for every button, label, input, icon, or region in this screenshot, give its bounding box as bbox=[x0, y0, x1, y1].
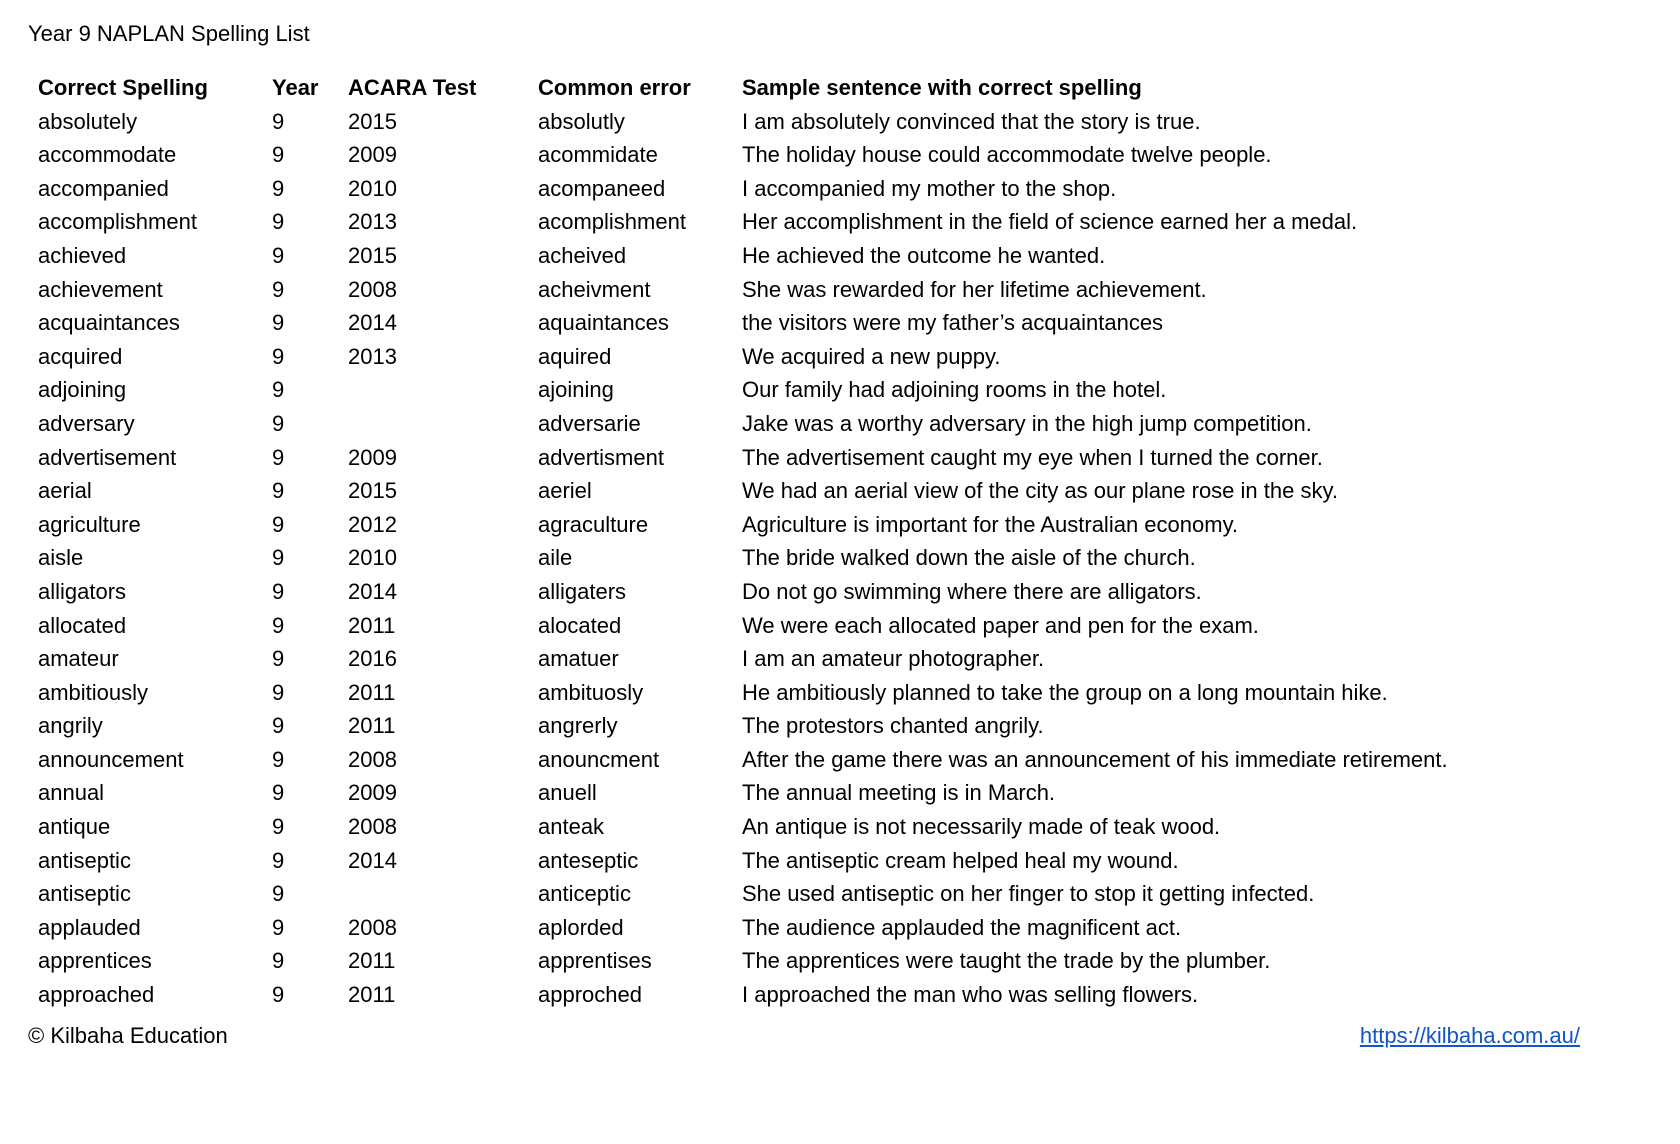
cell-correct-spelling: acquired bbox=[38, 343, 123, 369]
table-row bbox=[38, 273, 1670, 307]
cell-common-error: anteak bbox=[538, 814, 605, 840]
cell-sentence: We had an aerial view of the city as our plane rose in the sky. bbox=[742, 478, 1338, 504]
cell-acara-test: 2015 bbox=[348, 108, 397, 134]
table-row bbox=[38, 642, 1670, 676]
cell-acara-test: 2011 bbox=[348, 713, 396, 739]
cell-common-error: absolutly bbox=[538, 108, 625, 134]
cell-year: 9 bbox=[272, 108, 285, 134]
cell-common-error: angrerly bbox=[538, 713, 618, 739]
table-row bbox=[38, 844, 1670, 878]
cell-year: 9 bbox=[272, 814, 285, 840]
cell-acara-test: 2009 bbox=[348, 444, 397, 470]
table-row bbox=[38, 709, 1670, 743]
cell-year: 9 bbox=[272, 242, 285, 268]
cell-sentence: The holiday house could accommodate twelve people. bbox=[742, 142, 1272, 168]
table-row bbox=[38, 810, 1670, 844]
cell-common-error: aquaintances bbox=[538, 310, 669, 336]
cell-acara-test bbox=[348, 877, 538, 911]
table-row bbox=[38, 441, 1670, 475]
cell-acara-test: 2014 bbox=[348, 310, 397, 336]
table-row bbox=[38, 138, 1670, 172]
cell-year: 9 bbox=[272, 713, 285, 739]
cell-sentence: the visitors were my father’s acquaintances bbox=[742, 310, 1164, 336]
cell-correct-spelling: adversary bbox=[38, 410, 135, 436]
cell-acara-test: 2009 bbox=[348, 142, 397, 168]
header-acara-test: ACARA Test bbox=[348, 75, 477, 100]
cell-acara-test: 2015 bbox=[348, 242, 397, 268]
cell-sentence: The audience applauded the magnificent act. bbox=[742, 914, 1182, 940]
cell-acara-test: 2008 bbox=[348, 276, 397, 302]
cell-sentence: An antique is not necessarily made of teak wood. bbox=[742, 814, 1221, 840]
cell-sentence: The advertisement caught my eye when I turned the corner. bbox=[742, 444, 1323, 470]
cell-common-error: anouncment bbox=[538, 746, 660, 772]
cell-acara-test: 2011 bbox=[348, 982, 396, 1008]
cell-common-error: anuell bbox=[538, 780, 597, 806]
cell-sentence: We acquired a new puppy. bbox=[742, 343, 1001, 369]
cell-year: 9 bbox=[272, 511, 285, 537]
table-row bbox=[38, 609, 1670, 643]
cell-correct-spelling: announcement bbox=[38, 746, 184, 772]
cell-correct-spelling: adjoining bbox=[38, 377, 127, 403]
cell-acara-test: 2011 bbox=[348, 679, 396, 705]
cell-year: 9 bbox=[272, 982, 285, 1008]
table-row bbox=[38, 541, 1670, 575]
cell-correct-spelling: antiseptic bbox=[38, 881, 131, 907]
spelling-table bbox=[38, 71, 1670, 1012]
table-row bbox=[38, 172, 1670, 206]
cell-common-error: alocated bbox=[538, 612, 622, 638]
cell-common-error: acheived bbox=[538, 242, 627, 268]
cell-correct-spelling: achieved bbox=[38, 242, 127, 268]
cell-acara-test: 2014 bbox=[348, 578, 397, 604]
cell-common-error: agraculture bbox=[538, 511, 649, 537]
cell-common-error: ambituosly bbox=[538, 679, 644, 705]
cell-sentence: After the game there was an announcement of his immediate retirement. bbox=[742, 746, 1448, 772]
cell-common-error: anteseptic bbox=[538, 847, 639, 873]
cell-sentence: He achieved the outcome he wanted. bbox=[742, 242, 1106, 268]
cell-year: 9 bbox=[272, 847, 285, 873]
cell-correct-spelling: apprentices bbox=[38, 948, 152, 974]
cell-year: 9 bbox=[272, 343, 285, 369]
cell-year: 9 bbox=[272, 646, 285, 672]
cell-sentence: I approached the man who was selling flowers. bbox=[742, 982, 1199, 1008]
table-row bbox=[38, 373, 1670, 407]
table-row bbox=[38, 877, 1670, 911]
cell-sentence: The bride walked down the aisle of the church. bbox=[742, 545, 1196, 571]
cell-acara-test: 2010 bbox=[348, 175, 397, 201]
cell-correct-spelling: absolutely bbox=[38, 108, 138, 134]
cell-common-error: aquired bbox=[538, 343, 612, 369]
cell-sentence: I am an amateur photographer. bbox=[742, 646, 1045, 672]
cell-correct-spelling: antiseptic bbox=[38, 847, 131, 873]
cell-acara-test: 2010 bbox=[348, 545, 397, 571]
table-row bbox=[38, 978, 1670, 1012]
cell-sentence: The annual meeting is in March. bbox=[742, 780, 1056, 806]
table-row bbox=[38, 407, 1670, 441]
table-row bbox=[38, 340, 1670, 374]
header-year: Year bbox=[272, 75, 319, 100]
table-row bbox=[38, 743, 1670, 777]
cell-sentence: Agriculture is important for the Australian economy. bbox=[742, 511, 1239, 537]
cell-year: 9 bbox=[272, 746, 285, 772]
cell-common-error: anticeptic bbox=[538, 881, 631, 907]
cell-common-error: approched bbox=[538, 982, 642, 1008]
cell-year: 9 bbox=[272, 209, 285, 235]
cell-common-error: amatuer bbox=[538, 646, 619, 672]
table-row bbox=[38, 306, 1670, 340]
table-row bbox=[38, 776, 1670, 810]
table-row bbox=[38, 205, 1670, 239]
cell-common-error: aile bbox=[538, 545, 573, 571]
cell-correct-spelling: annual bbox=[38, 780, 105, 806]
cell-year: 9 bbox=[272, 444, 285, 470]
header-sample-sentence: Sample sentence with correct spelling bbox=[742, 75, 1142, 100]
cell-common-error: ajoining bbox=[538, 377, 614, 403]
cell-correct-spelling: approached bbox=[38, 982, 155, 1008]
cell-year: 9 bbox=[272, 478, 285, 504]
cell-sentence: The antiseptic cream helped heal my wound. bbox=[742, 847, 1179, 873]
cell-common-error: adversarie bbox=[538, 410, 641, 436]
cell-acara-test: 2013 bbox=[348, 209, 397, 235]
table-row bbox=[38, 474, 1670, 508]
cell-correct-spelling: accompanied bbox=[38, 175, 169, 201]
cell-year: 9 bbox=[272, 377, 285, 403]
cell-sentence: Her accomplishment in the field of science earned her a medal. bbox=[742, 209, 1358, 235]
cell-common-error: acheivment bbox=[538, 276, 651, 302]
cell-common-error: aeriel bbox=[538, 478, 592, 504]
cell-correct-spelling: antique bbox=[38, 814, 111, 840]
page-title: Year 9 NAPLAN Spelling List bbox=[28, 21, 310, 46]
table-row bbox=[38, 944, 1670, 978]
cell-common-error: acompaneed bbox=[538, 175, 666, 201]
spelling-table-body bbox=[38, 105, 1670, 1012]
cell-common-error: alligaters bbox=[538, 578, 627, 604]
cell-year: 9 bbox=[272, 881, 285, 907]
footer bbox=[28, 1019, 1580, 1053]
cell-correct-spelling: accomplishment bbox=[38, 209, 197, 235]
cell-correct-spelling: applauded bbox=[38, 914, 141, 940]
cell-year: 9 bbox=[272, 545, 285, 571]
cell-acara-test: 2016 bbox=[348, 646, 397, 672]
cell-correct-spelling: accommodate bbox=[38, 142, 177, 168]
cell-sentence: I am absolutely convinced that the story is true. bbox=[742, 108, 1201, 134]
cell-sentence: Our family had adjoining rooms in the hotel. bbox=[742, 377, 1167, 403]
cell-acara-test: 2008 bbox=[348, 746, 397, 772]
cell-year: 9 bbox=[272, 276, 285, 302]
cell-year: 9 bbox=[272, 679, 285, 705]
cell-correct-spelling: aisle bbox=[38, 545, 84, 571]
cell-sentence: We were each allocated paper and pen for the exam. bbox=[742, 612, 1259, 638]
cell-correct-spelling: agriculture bbox=[38, 511, 141, 537]
cell-year: 9 bbox=[272, 410, 285, 436]
cell-year: 9 bbox=[272, 175, 285, 201]
cell-acara-test: 2015 bbox=[348, 478, 397, 504]
cell-sentence: Jake was a worthy adversary in the high jump competition. bbox=[742, 410, 1312, 436]
cell-correct-spelling: alligators bbox=[38, 578, 127, 604]
cell-sentence: She was rewarded for her lifetime achievement. bbox=[742, 276, 1207, 302]
cell-common-error: aplorded bbox=[538, 914, 624, 940]
table-header-row bbox=[38, 71, 1670, 105]
cell-correct-spelling: aerial bbox=[38, 478, 92, 504]
cell-acara-test: 2014 bbox=[348, 847, 397, 873]
cell-correct-spelling: amateur bbox=[38, 646, 119, 672]
cell-acara-test: 2011 bbox=[348, 612, 396, 638]
cell-acara-test: 2008 bbox=[348, 914, 397, 940]
cell-acara-test: 2011 bbox=[348, 948, 396, 974]
cell-sentence: She used antiseptic on her finger to stop it getting infected. bbox=[742, 881, 1315, 907]
cell-year: 9 bbox=[272, 914, 285, 940]
cell-acara-test bbox=[348, 373, 538, 407]
header-common-error: Common error bbox=[538, 75, 691, 100]
table-row bbox=[38, 239, 1670, 273]
cell-correct-spelling: acquaintances bbox=[38, 310, 180, 336]
table-row bbox=[38, 105, 1670, 139]
cell-correct-spelling: allocated bbox=[38, 612, 127, 638]
header-correct-spelling: Correct Spelling bbox=[38, 75, 208, 100]
table-row bbox=[38, 676, 1670, 710]
cell-common-error: advertisment bbox=[538, 444, 664, 470]
cell-sentence: I accompanied my mother to the shop. bbox=[742, 175, 1117, 201]
cell-year: 9 bbox=[272, 142, 285, 168]
cell-sentence: The protestors chanted angrily. bbox=[742, 713, 1044, 739]
copyright-text: © Kilbaha Education bbox=[28, 1023, 228, 1048]
cell-correct-spelling: achievement bbox=[38, 276, 163, 302]
cell-year: 9 bbox=[272, 612, 285, 638]
kilbaha-link[interactable]: https://kilbaha.com.au/ bbox=[1359, 1023, 1580, 1048]
cell-common-error: acommidate bbox=[538, 142, 658, 168]
cell-acara-test: 2008 bbox=[348, 814, 397, 840]
table-row bbox=[38, 575, 1670, 609]
cell-acara-test: 2012 bbox=[348, 511, 397, 537]
cell-correct-spelling: angrily bbox=[38, 713, 103, 739]
cell-common-error: acomplishment bbox=[538, 209, 686, 235]
cell-year: 9 bbox=[272, 578, 285, 604]
cell-correct-spelling: advertisement bbox=[38, 444, 177, 470]
cell-correct-spelling: ambitiously bbox=[38, 679, 149, 705]
cell-acara-test: 2009 bbox=[348, 780, 397, 806]
cell-acara-test bbox=[348, 407, 538, 441]
cell-sentence: The apprentices were taught the trade by the plumber. bbox=[742, 948, 1271, 974]
cell-year: 9 bbox=[272, 780, 285, 806]
cell-year: 9 bbox=[272, 310, 285, 336]
cell-sentence: He ambitiously planned to take the group on a long mountain hike. bbox=[742, 679, 1388, 705]
table-row bbox=[38, 508, 1670, 542]
cell-sentence: Do not go swimming where there are alligators. bbox=[742, 578, 1202, 604]
cell-year: 9 bbox=[272, 948, 285, 974]
table-row bbox=[38, 911, 1670, 945]
cell-common-error: apprentises bbox=[538, 948, 652, 974]
cell-acara-test: 2013 bbox=[348, 343, 397, 369]
